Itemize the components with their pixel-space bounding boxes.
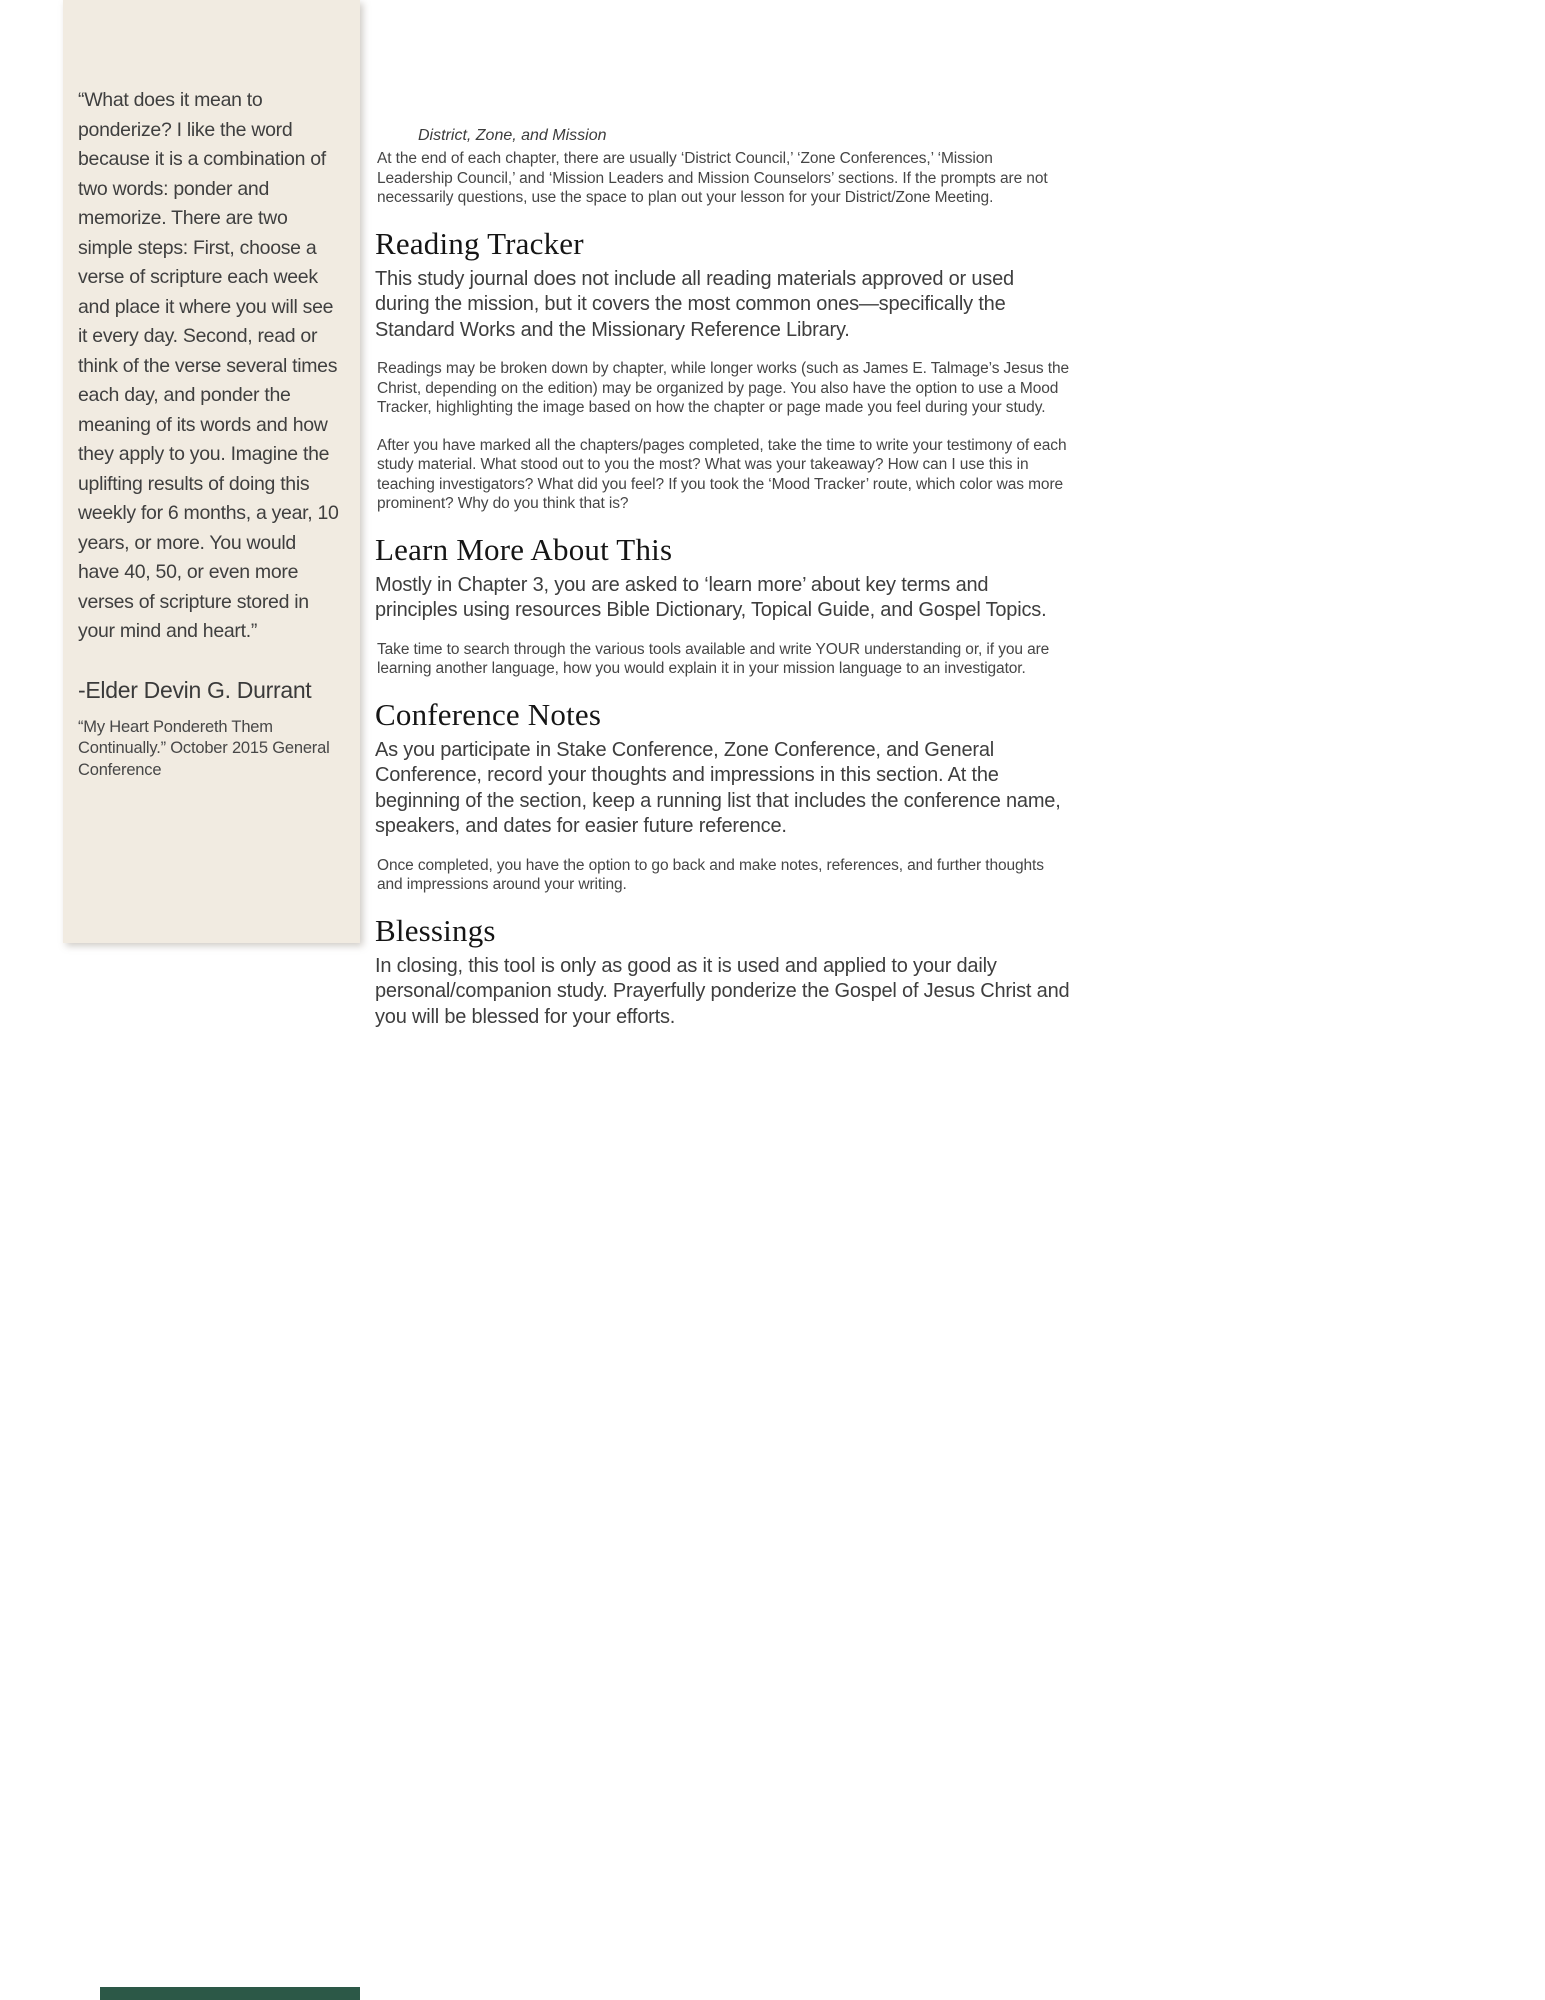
pull-quote: “What does it mean to ponderize? I like the word because it is a combination of two words: ponder and memorize. There are two simple steps: First, choose a verse of scripture each week and place it where you will see it every day. Second, read or think of the verse several times each day, and ponder the meaning of its words and how they apply to you. Imagine the uplifting results of doing this weekly for 6 months, a year, 10 years, or more. You would have 40, 50, or even more verses of scripture stored in your mind and heart.” [78,89,339,642]
conference-notes-lead: As you participate in Stake Conference, Zone Conference, and General Conference, record your thoughts and impressions in this section. At the beginning of the section, keep a running list that includes the conference name, speakers, and dates for easier future reference. [375,738,1061,837]
quote-attribution: -Elder Devin G. Durrant [78,676,312,703]
conference-notes-heading: Conference Notes [375,696,602,732]
accent-bar [100,1987,360,2000]
learn-more-paragraph-1: Take time to search through the various tools available and write YOUR understanding or, if you are learning another language, how you would explain it in your mission language to an investigator. [377,640,1050,677]
conference-notes-paragraph-1: Once completed, you have the option to go back and make notes, references, and further thoughts and impressions around your writing. [377,856,1044,893]
reading-tracker-paragraph-1: Readings may be broken down by chapter, while longer works (such as James E. Talmage’s Jesus the Christ, depending on the edition) may be organized by page. You also have the option to use a Mood Tracker, highlighting the image based on how the chapter or page made you feel during your study. [377,360,1069,416]
intro-paragraph: At the end of each chapter, there are usually ‘District Council,’ ‘Zone Conferences,’ ‘Mission Leadership Council,’ and ‘Mission Leaders and Mission Counselors’ sections. If the prompts are not necessarily questions, use the space to plan out your lesson for your District/Zone Meeting. [377,150,1048,206]
learn-more-heading: Learn More About This [375,531,673,567]
reading-tracker-lead: This study journal does not include all reading materials approved or used during the mission, but it covers the most common ones—specifically the Standard Works and the Missionary Reference Library. [375,267,1014,341]
blessings-lead: In closing, this tool is only as good as it is used and applied to your daily personal/companion study. Prayerfully ponderize the Gospel of Jesus Christ and you will be blessed for your efforts. [375,954,1070,1028]
quote-citation: “My Heart Pondereth Them Continually.” October 2015 General Conference [78,717,330,779]
reading-tracker-heading: Reading Tracker [375,225,584,261]
main-content [375,0,1072,1030]
intro-subheading: District, Zone, and Mission [418,127,607,144]
blessings-heading: Blessings [375,912,496,948]
reading-tracker-paragraph-2: After you have marked all the chapters/pages completed, take the time to write your testimony of each study material. What stood out to you the most? What was your takeaway? How can I use this in teaching investigators? What did you feel? If you took the ‘Mood Tracker’ route, which color was more prominent? Why do you think that is? [377,436,1067,512]
learn-more-lead: Mostly in Chapter 3, you are asked to ‘learn more’ about key terms and principles using resources Bible Dictionary, Topical Guide, and Gospel Topics. [375,573,1047,621]
sidebar-quote-panel [63,0,360,943]
